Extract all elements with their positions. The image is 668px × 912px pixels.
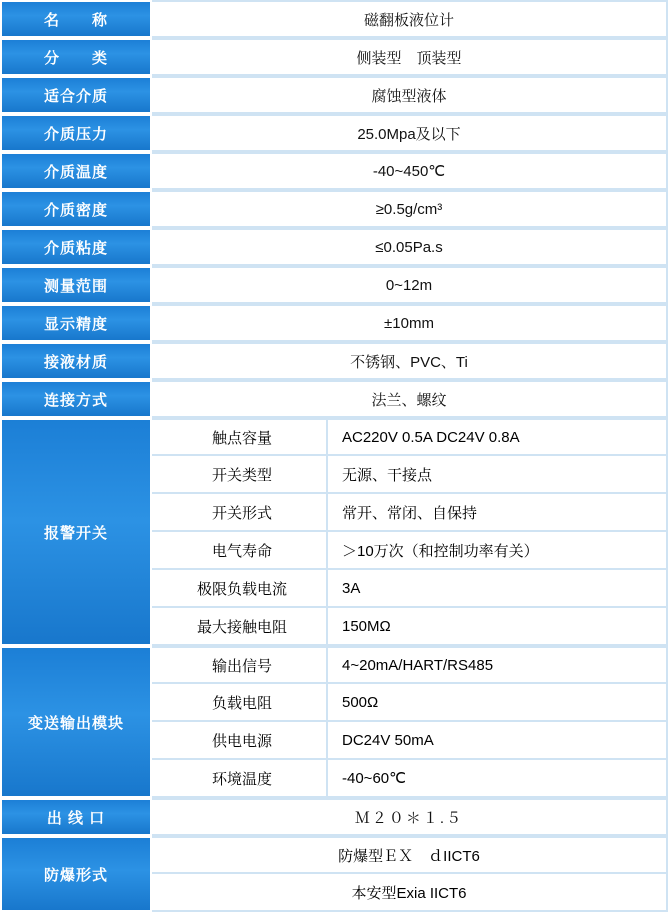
sub-value: 3A bbox=[328, 570, 668, 608]
sub-value: 本安型Exia IICT6 bbox=[152, 874, 668, 912]
table-row bbox=[0, 114, 668, 152]
row-label: 介质粘度 bbox=[0, 228, 152, 266]
row-label: 介质密度 bbox=[0, 190, 152, 228]
row-label: 显示精度 bbox=[0, 304, 152, 342]
sub-value: ＞10万次（和控制功率有关） bbox=[328, 532, 668, 570]
table-row bbox=[152, 760, 668, 798]
group-label: 报警开关 bbox=[0, 418, 152, 646]
row-value: ≥0.5g/cm³ bbox=[152, 190, 668, 228]
table-row bbox=[152, 532, 668, 570]
group-label: 防爆形式 bbox=[0, 836, 152, 912]
sub-value: 4~20mA/HART/RS485 bbox=[328, 646, 668, 684]
table-row bbox=[0, 0, 668, 38]
row-value: -40~450℃ bbox=[152, 152, 668, 190]
row-label: 适合介质 bbox=[0, 76, 152, 114]
sub-value: 常开、常闭、自保持 bbox=[328, 494, 668, 532]
explosion-subtable bbox=[152, 836, 668, 912]
row-label: 介质温度 bbox=[0, 152, 152, 190]
table-row bbox=[152, 874, 668, 912]
row-label: 接液材质 bbox=[0, 342, 152, 380]
sub-key: 环境温度 bbox=[152, 760, 328, 798]
table-row bbox=[152, 494, 668, 532]
sub-value: AC220V 0.5A DC24V 0.8A bbox=[328, 418, 668, 456]
table-row-outlet bbox=[0, 798, 668, 836]
table-row bbox=[152, 836, 668, 874]
row-label: 连接方式 bbox=[0, 380, 152, 418]
sub-key: 极限负载电流 bbox=[152, 570, 328, 608]
row-value: 腐蚀型液体 bbox=[152, 76, 668, 114]
sub-value: 500Ω bbox=[328, 684, 668, 722]
transmitter-subtable bbox=[152, 646, 668, 798]
sub-key: 触点容量 bbox=[152, 418, 328, 456]
row-label: 分 类 bbox=[0, 38, 152, 76]
table-row bbox=[0, 342, 668, 380]
table-row bbox=[152, 570, 668, 608]
row-value: 不锈钢、PVC、Ti bbox=[152, 342, 668, 380]
group-body bbox=[152, 646, 668, 798]
row-value: ±10mm bbox=[152, 304, 668, 342]
sub-value: 无源、干接点 bbox=[328, 456, 668, 494]
table-group-explosion-proof bbox=[0, 836, 668, 912]
table-row bbox=[0, 304, 668, 342]
alarm-switch-subtable bbox=[152, 418, 668, 646]
row-value: Ｍ２０＊１.５ bbox=[152, 798, 668, 836]
table-row bbox=[0, 228, 668, 266]
sub-value: DC24V 50mA bbox=[328, 722, 668, 760]
table-row bbox=[152, 608, 668, 646]
sub-key: 最大接触电阻 bbox=[152, 608, 328, 646]
sub-value: 150MΩ bbox=[328, 608, 668, 646]
sub-value: -40~60℃ bbox=[328, 760, 668, 798]
table-row bbox=[0, 266, 668, 304]
table-row bbox=[0, 190, 668, 228]
table-group-alarm-switch bbox=[0, 418, 668, 646]
table-row bbox=[152, 722, 668, 760]
group-body bbox=[152, 418, 668, 646]
sub-key: 电气寿命 bbox=[152, 532, 328, 570]
sub-key: 输出信号 bbox=[152, 646, 328, 684]
table-row bbox=[152, 418, 668, 456]
table-row bbox=[0, 152, 668, 190]
row-label: 测量范围 bbox=[0, 266, 152, 304]
sub-value: 防爆型ＥＸ ｄIICT6 bbox=[152, 836, 668, 874]
table-row bbox=[152, 456, 668, 494]
table-row bbox=[0, 38, 668, 76]
sub-key: 开关形式 bbox=[152, 494, 328, 532]
group-body bbox=[152, 836, 668, 912]
row-value: 25.0Mpa及以下 bbox=[152, 114, 668, 152]
row-value: 法兰、螺纹 bbox=[152, 380, 668, 418]
sub-key: 供电电源 bbox=[152, 722, 328, 760]
table-row bbox=[0, 76, 668, 114]
group-label: 变送输出模块 bbox=[0, 646, 152, 798]
row-value: ≤0.05Pa.s bbox=[152, 228, 668, 266]
table-row bbox=[0, 380, 668, 418]
row-value: 0~12m bbox=[152, 266, 668, 304]
sub-key: 负载电阻 bbox=[152, 684, 328, 722]
row-label: 名 称 bbox=[0, 0, 152, 38]
row-label: 介质压力 bbox=[0, 114, 152, 152]
row-value: 磁翻板液位计 bbox=[152, 0, 668, 38]
sub-key: 开关类型 bbox=[152, 456, 328, 494]
table-row bbox=[152, 646, 668, 684]
table-row bbox=[152, 684, 668, 722]
table-group-transmitter-module bbox=[0, 646, 668, 798]
row-value: 侧装型 顶装型 bbox=[152, 38, 668, 76]
row-label: 出 线 口 bbox=[0, 798, 152, 836]
